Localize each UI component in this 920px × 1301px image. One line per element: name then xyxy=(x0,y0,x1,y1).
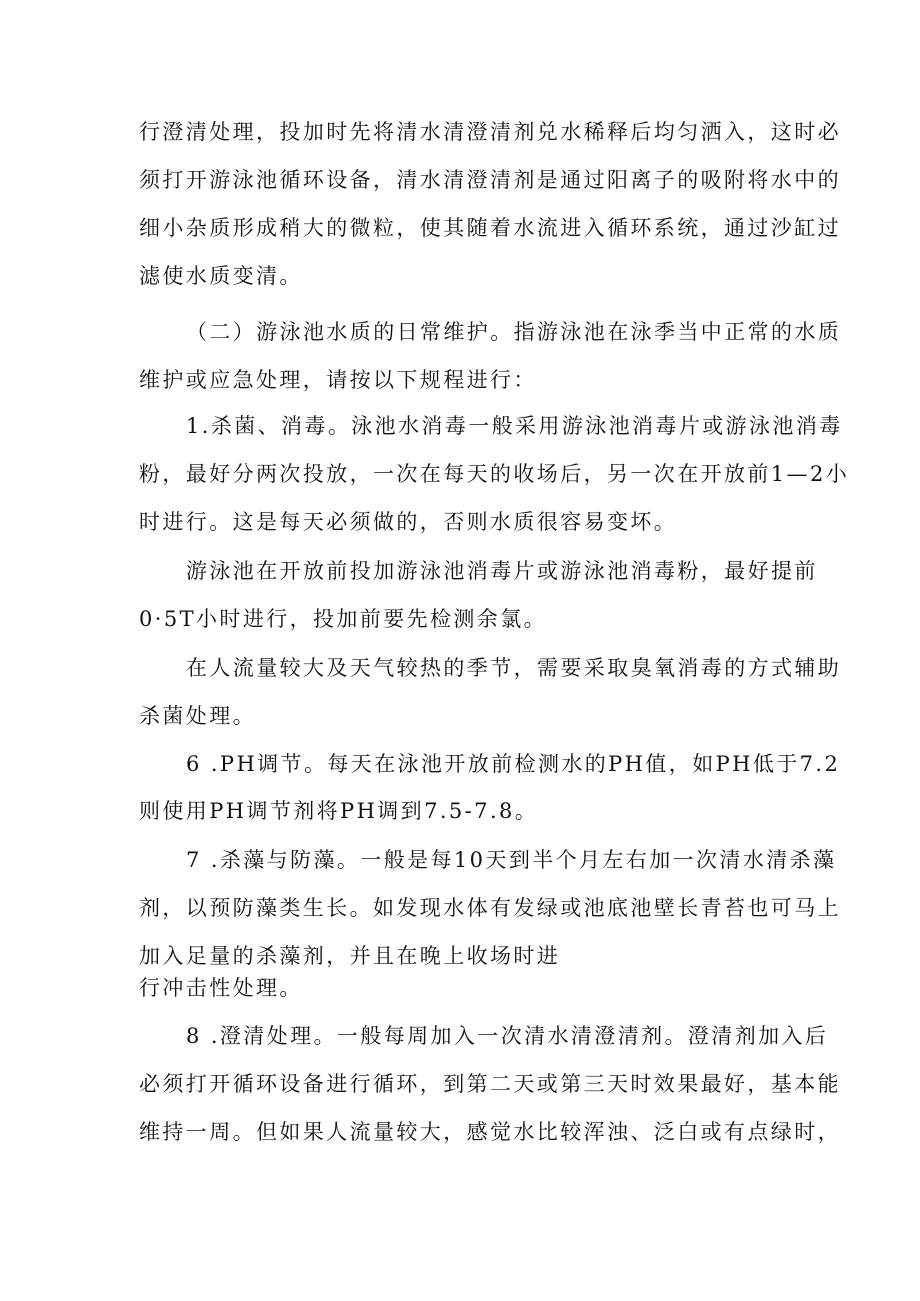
text-line: 滤使水质变清。 xyxy=(139,264,303,288)
text-line: 剂，以预防藻类生长。如发现水体有发绿或池底池壁长青苔也可马上 xyxy=(139,896,841,920)
text-line: 在人流量较大及天气较热的季节，需要采取臭氧消毒的方式辅助 xyxy=(186,656,842,680)
text-line: 8 .澄清处理。一般每周加入一次清水清澄清剂。澄清剂加入后 xyxy=(186,1024,829,1048)
text-line: 加入足量的杀藻剂，并且在晚上收场时进 xyxy=(139,944,561,968)
text-line: 0·5T小时进行，投加前要先检测余氯。 xyxy=(139,607,548,631)
text-line: 杀菌处理。 xyxy=(139,704,256,728)
text-line: 6 .PH调节。每天在泳池开放前检测水的PH值，如PH低于7.2 xyxy=(186,752,841,776)
text-line: 游泳池在开放前投加游泳池消毒片或游泳池消毒粉，最好提前 xyxy=(186,559,818,583)
text-line: 必须打开循环设备进行循环，到第二天或第三天时效果最好，基本能 xyxy=(139,1072,841,1096)
text-line: 7 .杀藻与防藻。一般是每10天到半个月左右加一次清水清杀藻 xyxy=(186,848,837,872)
text-line: 时进行。这是每天必须做的，否则水质很容易变坏。 xyxy=(139,510,678,534)
text-line: 行澄清处理，投加时先将清水清澄清剂兑水稀释后均匀洒入，这时必 xyxy=(139,120,841,144)
text-line: 则使用PH调节剂将PH调到7.5-7.8。 xyxy=(139,799,539,823)
text-line: 行冲击性处理。 xyxy=(139,976,303,1000)
text-line: 维护或应急处理，请按以下规程进行： xyxy=(139,368,537,392)
text-line: 须打开游泳池循环设备，清水清澄清剂是通过阳离子的吸附将水中的 xyxy=(139,168,841,192)
text-line: 1.杀菌、消毒。泳池水消毒一般采用游泳池消毒片或游泳池消毒 xyxy=(186,414,843,438)
text-line: 粉，最好分两次投放，一次在每天的收场后，另一次在开放前1—2小 xyxy=(139,462,850,486)
text-line: 细小杂质形成稍大的微粒，使其随着水流进入循环系统，通过沙缸过 xyxy=(139,216,841,240)
text-line: 维持一周。但如果人流量较大，感觉水比较浑浊、泛白或有点绿时， xyxy=(139,1120,841,1144)
text-line: （二）游泳池水质的日常维护。指游泳池在泳季当中正常的水质 xyxy=(186,320,842,344)
